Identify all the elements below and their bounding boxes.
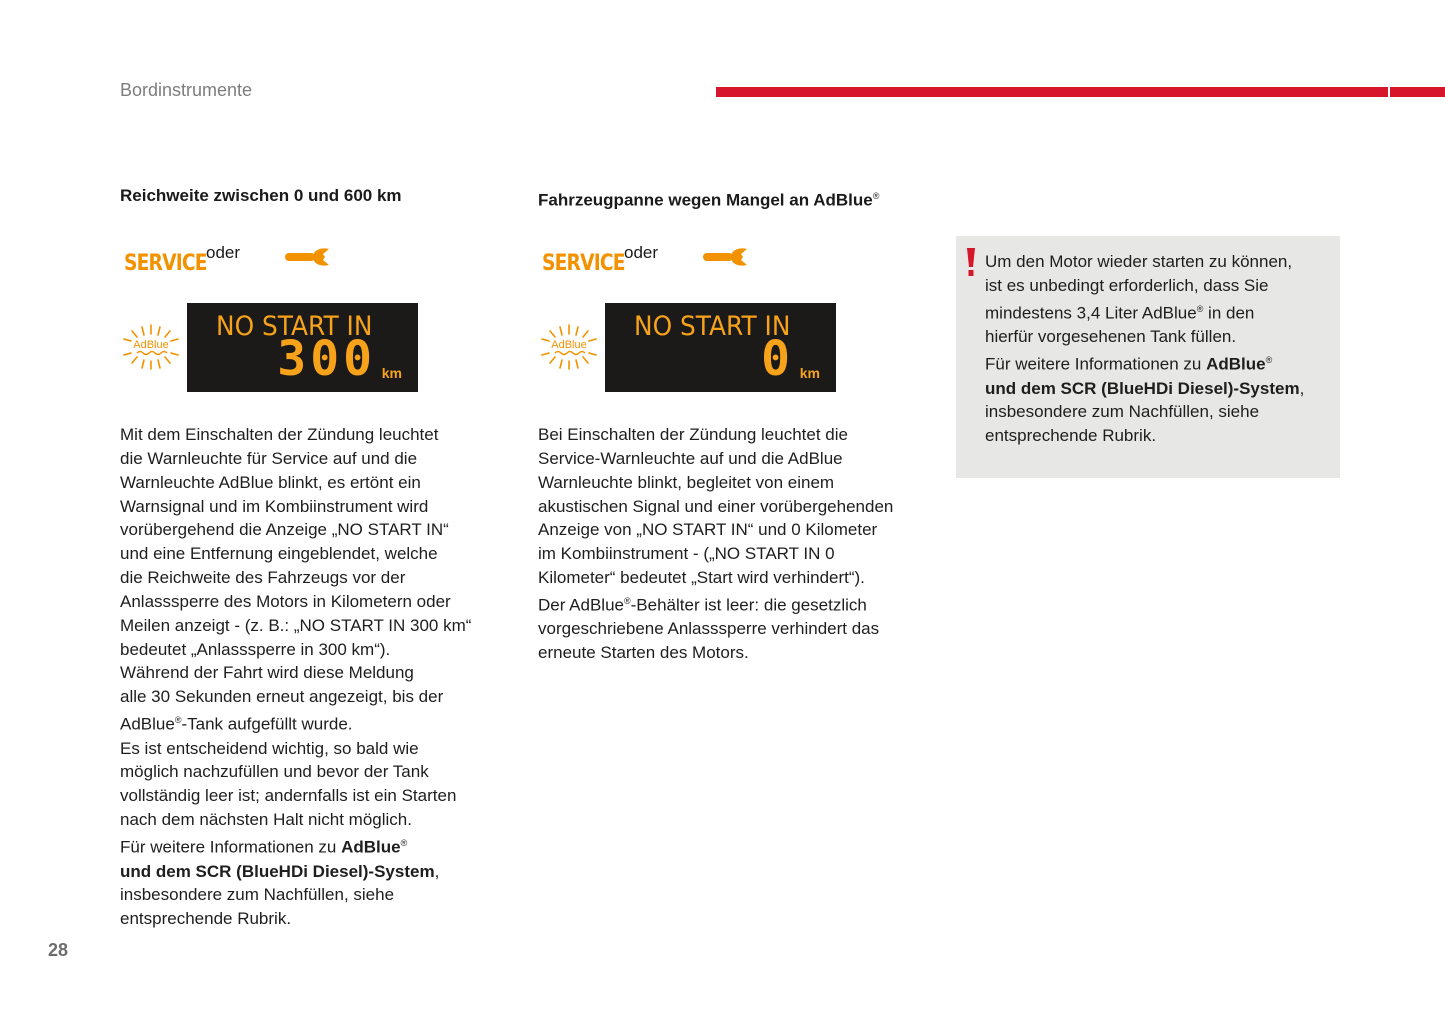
text-line: nach dem nächsten Halt nicht möglich. (120, 810, 412, 830)
section-title: Bordinstrumente (120, 80, 253, 100)
service-warning-icon: SERVICE (542, 251, 625, 276)
lcd-no-start-label: NO START IN (634, 311, 791, 342)
text-line: akustischen Signal und einer vorübergehenden (538, 496, 894, 516)
adblue-warning-icon (120, 323, 182, 371)
text-line: insbesondere zum Nachfüllen, siehe (120, 885, 395, 905)
column-breakdown (538, 185, 928, 665)
text-line: Meilen anzeigt - (z. B.: „NO START IN 300 km“ (120, 615, 472, 635)
text-line: ist es unbedingt erforderlich, dass Sie (985, 275, 1269, 295)
text-line: vollständig leer ist; andernfalls ist ein Starten (120, 786, 457, 806)
display-row (120, 303, 520, 403)
heading-breakdown: Fahrzeugpanne wegen Mangel an AdBlue® (538, 190, 880, 210)
warning-icons (120, 243, 520, 303)
text-line: mindestens 3,4 Liter AdBlue® in den (985, 303, 1255, 323)
text-line: und dem SCR (BlueHDi Diesel)-System, (985, 378, 1305, 398)
text-line: und eine Entfernung eingeblendet, welche (120, 544, 438, 564)
body-text-range (120, 423, 520, 931)
wrench-icon (285, 247, 333, 267)
text-line: insbesondere zum Nachfüllen, siehe (985, 402, 1260, 422)
oder-label: oder (624, 243, 659, 262)
text-line: Um den Motor wieder starten zu können, (985, 252, 1293, 271)
lcd-no-start-label: NO START IN (216, 311, 373, 342)
lcd-unit: km (381, 365, 402, 381)
exclamation-icon (966, 248, 976, 278)
text-line: die Warnleuchte für Service auf und die (120, 448, 418, 468)
warning-icons (538, 243, 928, 303)
wrench-icon (703, 247, 751, 267)
text-line: AdBlue®-Tank aufgefüllt wurde. (120, 714, 353, 734)
text-line: Service-Warnleuchte auf und die AdBlue (538, 448, 843, 468)
text-line: erneute Starten des Motors. (538, 643, 749, 663)
service-warning-icon: SERVICE (124, 251, 207, 276)
text-line: Während der Fahrt wird diese Meldung (120, 663, 414, 683)
oder-label: oder (206, 243, 241, 262)
text-line: hierfür vorgesehenen Tank füllen. (985, 327, 1237, 347)
warning-note-box (956, 236, 1340, 478)
svg-text:AdBlue: AdBlue (551, 339, 587, 351)
svg-text:AdBlue: AdBlue (133, 339, 169, 351)
text-line: Warnsignal und im Kombiinstrument wird (120, 496, 429, 516)
text-line: im Kombiinstrument - („NO START IN 0 (538, 544, 835, 564)
text-line: Mit dem Einschalten der Zündung leuchtet (120, 425, 439, 444)
text-line: die Reichweite des Fahrzeugs vor der (120, 568, 406, 588)
lcd-display (605, 303, 836, 392)
lcd-display (187, 303, 418, 392)
display-row (538, 303, 928, 403)
text-line: Warnleuchte blinkt, begleitet von einem (538, 472, 835, 492)
lcd-distance-value: 300 (277, 331, 376, 387)
text-line: entsprechende Rubrik. (985, 426, 1157, 446)
adblue-warning-icon (538, 323, 600, 371)
text-line: bedeutet „Anlasssperre in 300 km“). (120, 639, 391, 659)
text-line: Bei Einschalten der Zündung leuchtet die (538, 425, 848, 444)
text-line: alle 30 Sekunden erneut angezeigt, bis der (120, 687, 444, 707)
text-line: entsprechende Rubrik. (120, 909, 292, 929)
text-line: Es ist entscheidend wichtig, so bald wie (120, 738, 419, 758)
text-line: Der AdBlue®-Behälter ist leer: die gesetzlich (538, 595, 867, 615)
text-line: Für weitere Informationen zu AdBlue® (120, 837, 408, 857)
text-line: Kilometer“ bedeutet „Start wird verhindert“). (538, 568, 865, 588)
text-line: und dem SCR (BlueHDi Diesel)-System, (120, 861, 440, 881)
text-line: Warnleuchte AdBlue blinkt, es ertönt ein (120, 472, 421, 492)
page-number: 28 (48, 940, 69, 960)
column-range (120, 185, 520, 931)
note-text (985, 250, 1335, 448)
header-accent-bar (716, 87, 1445, 97)
body-text-breakdown (538, 423, 928, 665)
text-line: Anlasssperre des Motors in Kilometern oder (120, 591, 451, 611)
heading-range: Reichweite zwischen 0 und 600 km (120, 186, 402, 205)
lcd-distance-value: 0 (761, 331, 794, 387)
text-line: vorgeschriebene Anlasssperre verhindert das (538, 619, 880, 639)
text-line: Für weitere Informationen zu AdBlue® (985, 354, 1273, 374)
text-line: möglich nachzufüllen und bevor der Tank (120, 762, 429, 782)
text-line: vorübergehend die Anzeige „NO START IN“ (120, 520, 449, 540)
lcd-unit: km (799, 365, 820, 381)
text-line: Anzeige von „NO START IN“ und 0 Kilometer (538, 520, 878, 540)
